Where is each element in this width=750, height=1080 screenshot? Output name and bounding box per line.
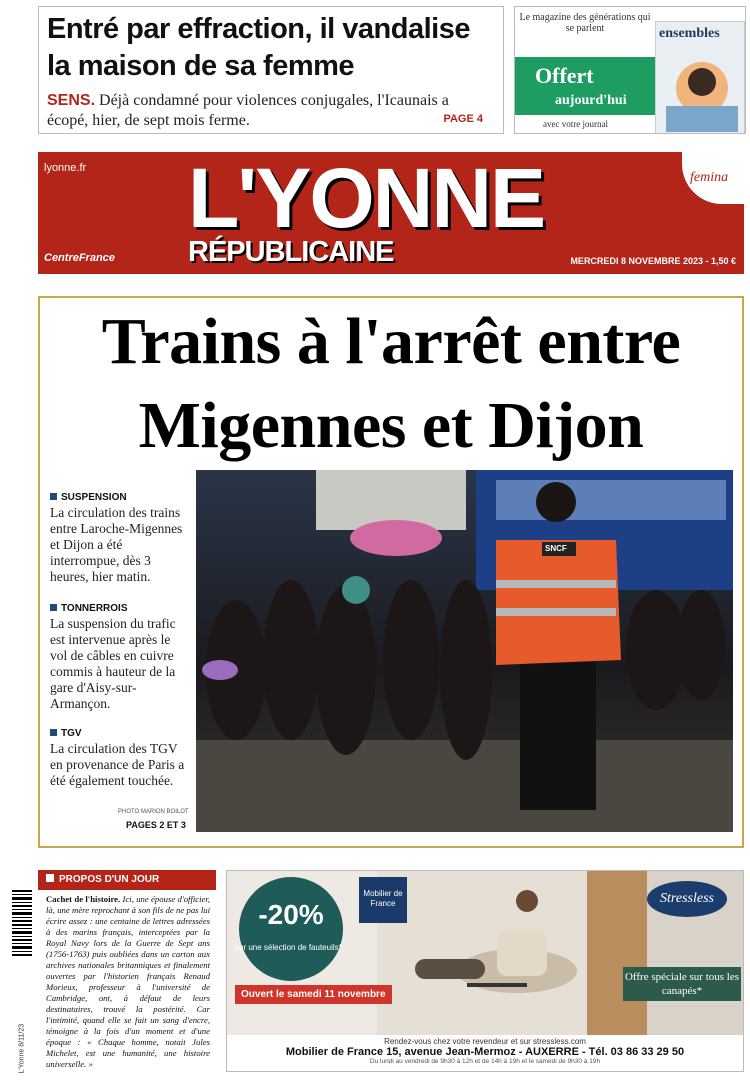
brief-text: La suspension du trafic est intervenue après le vol de câbles en cuivre commis à hauteur de la gare d'Aisy-sur-Armançon. xyxy=(50,616,176,711)
lead-photo[interactable] xyxy=(196,470,733,832)
barcode-caption-wrap xyxy=(10,998,34,1076)
square-bullet-icon xyxy=(50,604,57,611)
square-bullet-icon xyxy=(46,874,54,882)
brief-kicker-text: TONNERROIS xyxy=(61,603,128,614)
group-logo: CentreFrance xyxy=(44,252,115,264)
station-crowd-photo xyxy=(196,470,733,832)
top-teaser[interactable] xyxy=(38,6,504,134)
propos-header xyxy=(38,870,216,890)
store-logo-text: Mobilier de France xyxy=(363,889,403,908)
brief-text: La circulation des trains entre Laroche-Migennes et Dijon a été interrompue, dès 3 heures, hier matin. xyxy=(50,505,183,584)
magazine-with-journal: avec votre journal xyxy=(543,119,608,129)
ad-footer-address: Mobilier de France 15, avenue Jean-Mermoz - AUXERRE - Tél. 03 86 33 29 50 xyxy=(285,1046,685,1058)
masthead xyxy=(38,152,744,274)
ad-footer-line1: Rendez-vous chez votre revendeur et sur stressless.com xyxy=(384,1037,586,1046)
teaser-text: Déjà condamné pour violences conjugales, l'Icaunais a écopé, hier, de sept mois ferme. xyxy=(47,92,449,129)
lead-headline-line2: Migennes et Dijon xyxy=(138,389,644,462)
femina-label: femina xyxy=(690,170,729,185)
brief-kicker-text: SUSPENSION xyxy=(61,492,127,503)
issue-date-price: MERCREDI 8 NOVEMBRE 2023 - 1,50 € xyxy=(570,256,736,266)
brief-kicker xyxy=(50,728,190,739)
brief-suspension xyxy=(50,492,190,585)
lead-pages: PAGES 2 ET 3 xyxy=(126,820,186,830)
barcode xyxy=(10,888,34,1076)
propos-body: Ici, une épouse d'officier, là, une mère reprochant à son fils de ne pas lui écrire assez : une centaine de lettres adressées à des marins français, interceptées par la Royal Navy lors de la Guerre de Sept ans (1756-1763) puis oubliées dans un carton aux archives nationales britanniques et finalement ouvertes par l'historien français Renaud Morieux, professeur à l'université de Cambridge, ont, à défaut de leurs destinataires, trouvé la postérité. Car l'intimité, quand elle se fait un sang d'encre, témoigne à la fois d'un moment et d'une époque : « Chaque homme, notait Jules Michelet, est une humanité, une histoire universelle. » xyxy=(46,894,211,1069)
square-bullet-icon xyxy=(50,729,57,736)
site-url[interactable]: lyonne.fr xyxy=(44,162,87,174)
femina-badge xyxy=(682,152,744,204)
offer-today: aujourd'hui xyxy=(555,93,627,108)
propos-lead: Cachet de l'histoire. xyxy=(46,894,121,904)
ad-footer-hours: Du lundi au vendredi de 9h30 à 12h et de 14h à 19h et le samedi de 9h30 à 19h xyxy=(369,1058,601,1065)
offer-banner xyxy=(515,57,655,115)
discount-sub: sur une sélection de fauteuils* xyxy=(235,943,342,952)
stressless-ad[interactable] xyxy=(226,870,744,1072)
magazine-promo[interactable] xyxy=(514,6,746,134)
brief-kicker xyxy=(50,492,190,503)
brief-tonnerrois xyxy=(50,603,190,712)
propos-text xyxy=(46,894,210,1070)
offer-label: Offert xyxy=(535,63,594,88)
square-bullet-icon xyxy=(50,493,57,500)
teaser-page: PAGE 4 xyxy=(443,113,483,125)
teaser-headline: Entré par effraction, il vandalise la maison de sa femme xyxy=(47,13,470,82)
brief-kicker-text: TGV xyxy=(61,728,82,739)
photo-credit: PHOTO MARION BOILOT xyxy=(118,809,189,815)
magazine-title: ensembles xyxy=(659,26,720,41)
barcode-caption: L'Yonne 8/11/23 xyxy=(18,1023,26,1074)
brief-text: La circulation des TGV en provenance de Paris a été également touchée. xyxy=(50,741,185,788)
propos-header-text: PROPOS D'UN JOUR xyxy=(59,874,160,885)
sncf-badge: SNCF xyxy=(545,544,567,553)
magazine-cover-art xyxy=(656,22,744,134)
newspaper-subtitle: RÉPUBLICAINE xyxy=(188,236,394,268)
lead-headline-line1: Trains à l'arrêt entre xyxy=(101,305,681,378)
store-logo xyxy=(359,877,407,923)
discount-value: -20% xyxy=(258,899,324,930)
lead-headline xyxy=(40,300,742,468)
special-offer: Offre spéciale sur tous les canapés* xyxy=(623,967,741,1001)
brand-logo: Stressless xyxy=(647,881,727,917)
open-day-banner: Ouvert le samedi 11 novembre xyxy=(235,985,392,1004)
barcode-bars xyxy=(10,888,34,968)
newspaper-title: L'YONNE xyxy=(188,152,545,245)
ad-footer xyxy=(227,1035,743,1072)
brief-kicker xyxy=(50,603,190,614)
brief-tgv xyxy=(50,728,190,789)
lead-story[interactable] xyxy=(38,296,744,848)
magazine-cover xyxy=(655,21,745,134)
propos-column[interactable] xyxy=(38,870,216,1070)
teaser-summary xyxy=(47,91,487,131)
teaser-city: SENS. xyxy=(47,92,96,109)
magazine-tagline: Le magazine des générations qui se parlent xyxy=(519,12,651,34)
